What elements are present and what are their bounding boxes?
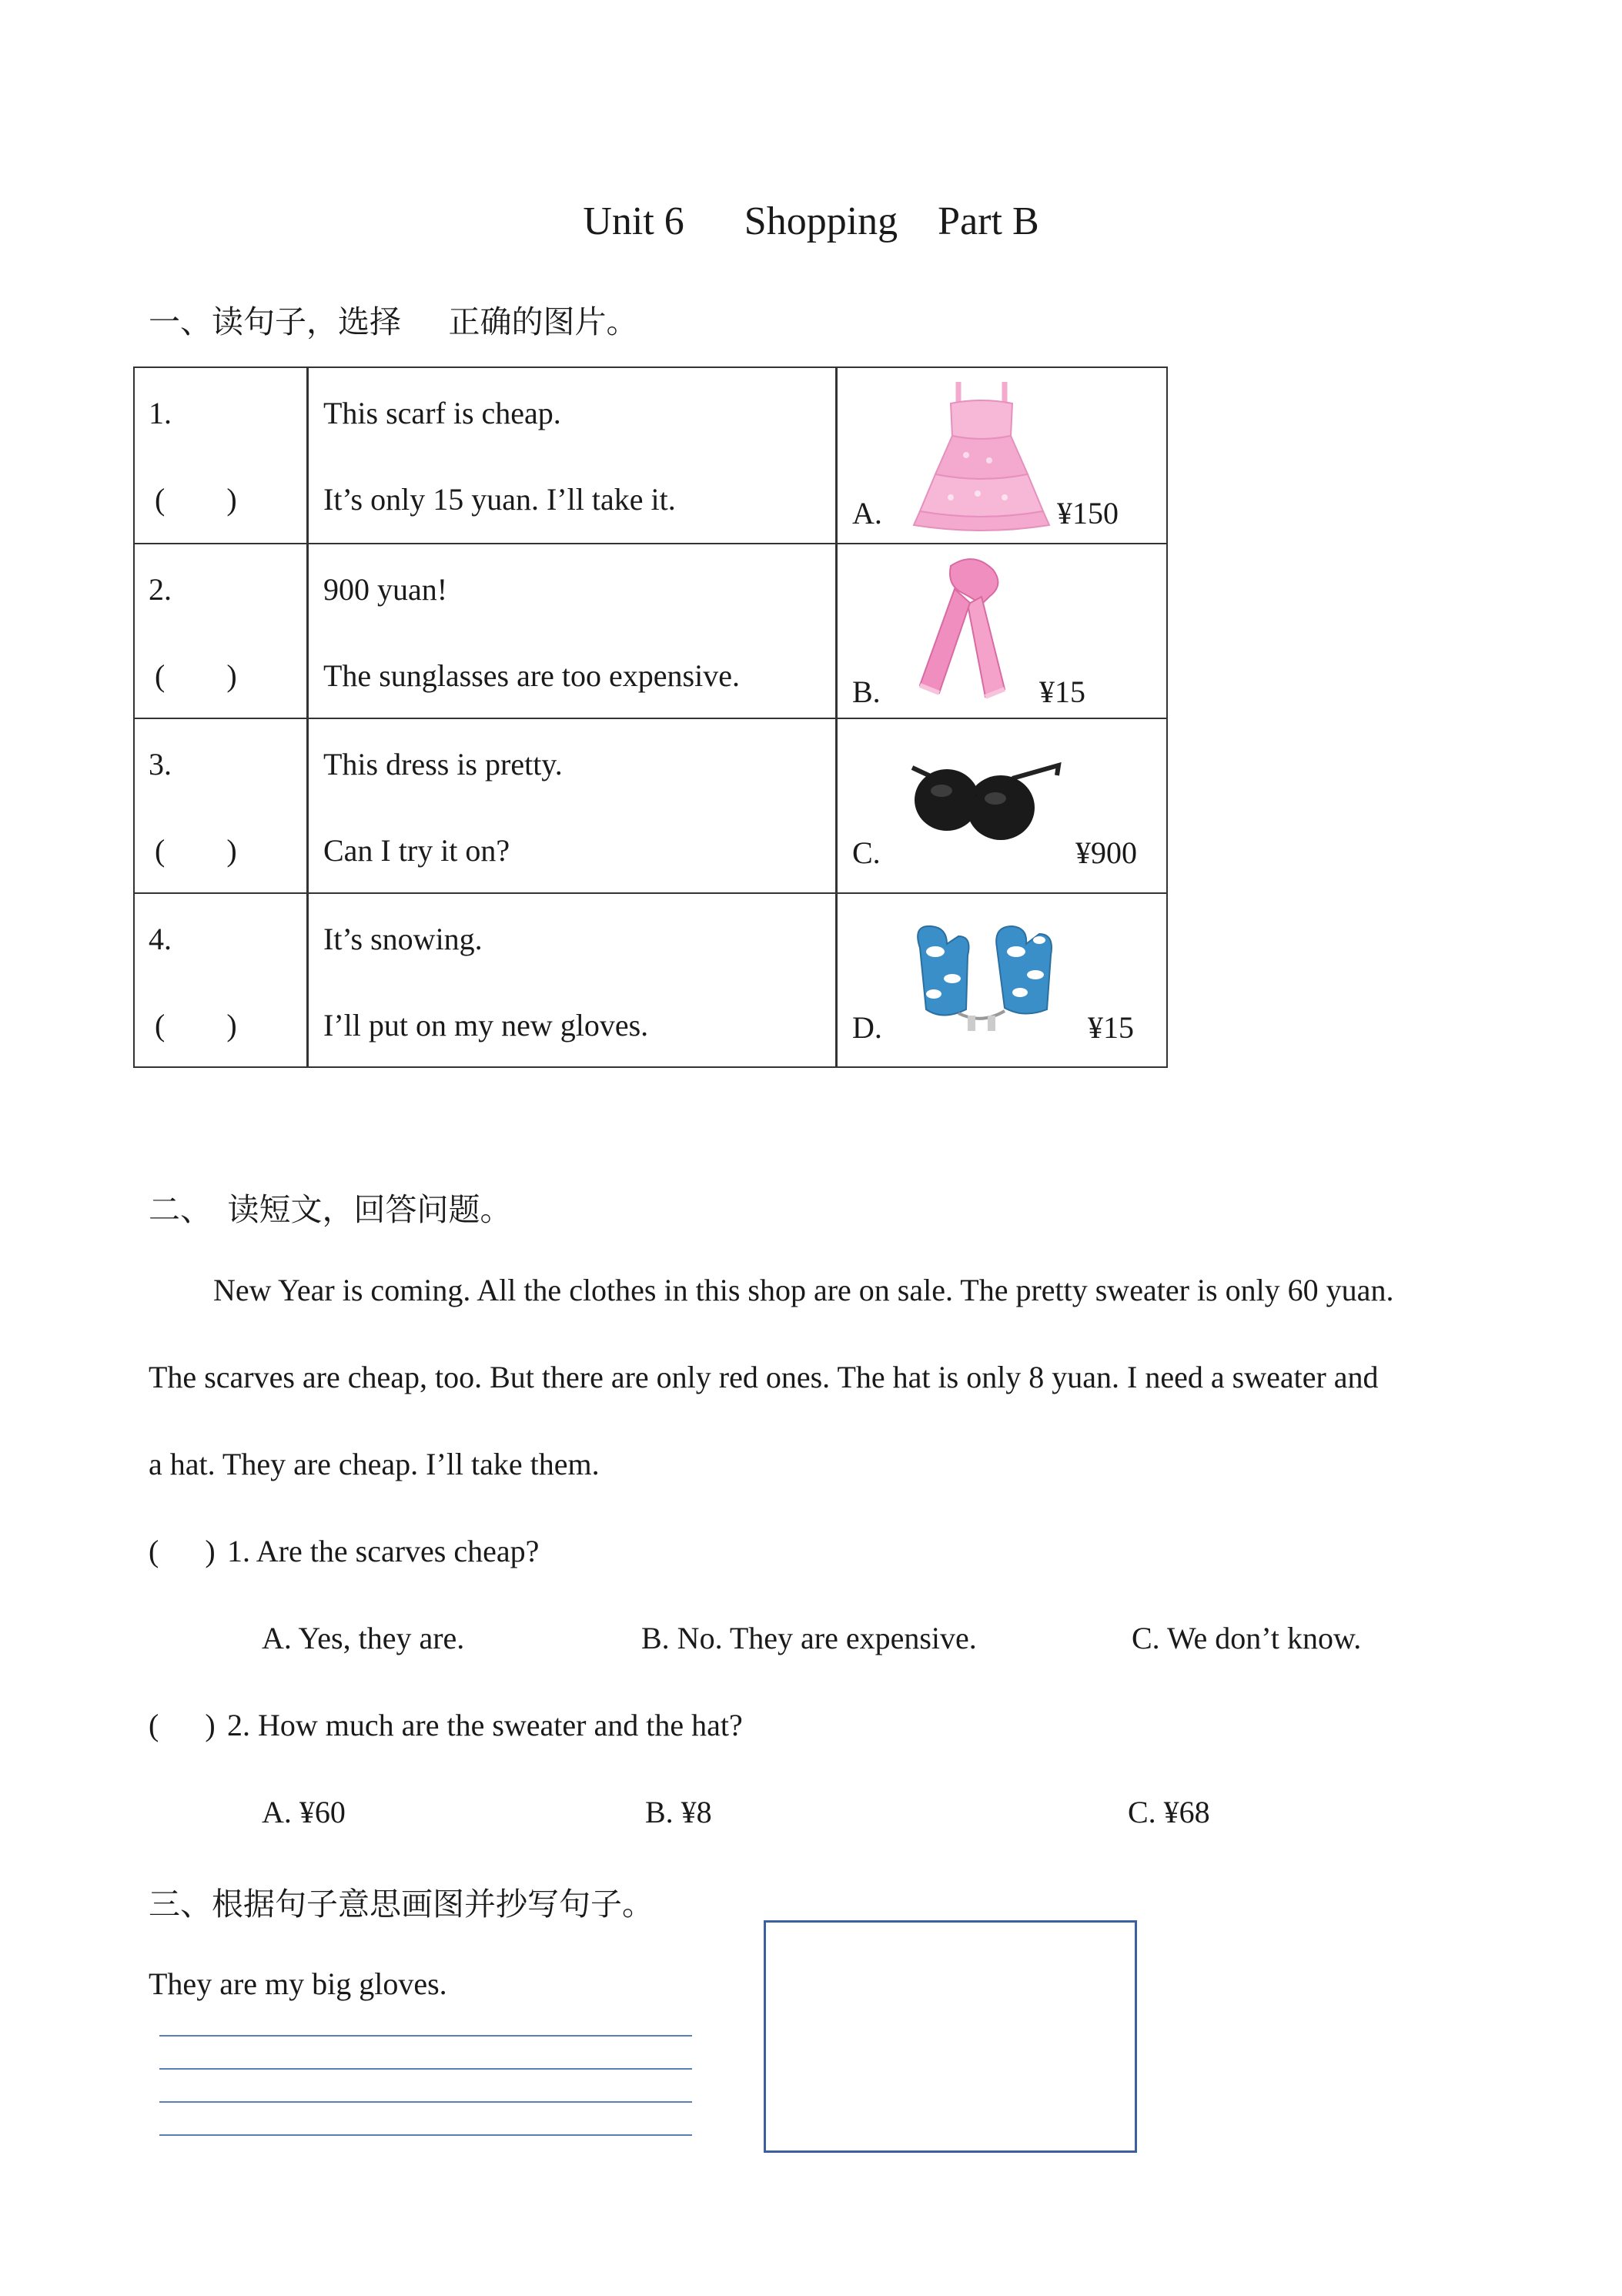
- section1-heading: 一、读句子，选择 正确的图片。: [149, 304, 638, 340]
- price-label: ¥15: [1039, 674, 1085, 709]
- sunglasses-image: [905, 754, 1066, 854]
- section3-heading: 三、根据句子意思画图并抄写句子。: [149, 1886, 654, 1922]
- answer-bracket[interactable]: ( ): [155, 833, 237, 868]
- price-label: ¥150: [1057, 496, 1119, 530]
- writing-line[interactable]: [159, 2035, 692, 2037]
- scarf-image: [905, 551, 1028, 705]
- dress-image: [905, 374, 1058, 532]
- option-label: B.: [852, 674, 881, 709]
- price-label: ¥15: [1088, 1010, 1134, 1045]
- q1-option-c[interactable]: C. We don’t know.: [1132, 1621, 1362, 1655]
- q1-text: 1. Are the scarves cheap?: [227, 1534, 540, 1568]
- sentence-line1: This scarf is cheap.: [323, 396, 561, 430]
- drawing-box[interactable]: [764, 1920, 1137, 2153]
- sentence-line2: Can I try it on?: [323, 833, 510, 868]
- sentence-line2: I’ll put on my new gloves.: [323, 1008, 649, 1043]
- answer-bracket[interactable]: ( ): [155, 482, 237, 517]
- passage-line-2: The scarves are cheap, too. But there are only red ones. The hat is only 8 yuan. I need a sweater and: [149, 1360, 1379, 1394]
- sentence-line1: This dress is pretty.: [323, 747, 563, 782]
- passage-line-3: a hat. They are cheap. I’ll take them.: [149, 1447, 600, 1481]
- q1-option-b[interactable]: B. No. They are expensive.: [641, 1621, 977, 1655]
- row-number: 3.: [149, 747, 172, 782]
- row-number: 4.: [149, 922, 172, 956]
- q2-option-a[interactable]: A. ¥60: [262, 1795, 346, 1829]
- option-label: D.: [852, 1010, 882, 1045]
- section2-heading: 二、 读短文，回答问题。: [149, 1192, 512, 1227]
- q1-bracket[interactable]: ( ): [149, 1534, 216, 1568]
- q2-option-c[interactable]: C. ¥68: [1128, 1795, 1210, 1829]
- page-title: Unit 6 Shopping Part B: [583, 199, 1039, 243]
- gloves-image: [905, 917, 1089, 1040]
- q2-option-b[interactable]: B. ¥8: [645, 1795, 712, 1829]
- sentence-line2: The sunglasses are too expensive.: [323, 658, 740, 693]
- table-row: [135, 543, 1166, 718]
- option-label: A.: [852, 496, 882, 530]
- answer-bracket[interactable]: ( ): [155, 1008, 237, 1043]
- writing-line[interactable]: [159, 2134, 692, 2136]
- sentence-line2: It’s only 15 yuan. I’ll take it.: [323, 482, 676, 517]
- copy-sentence: They are my big gloves.: [149, 1966, 447, 2001]
- sentence-line1: 900 yuan!: [323, 572, 448, 607]
- answer-bracket[interactable]: ( ): [155, 658, 237, 693]
- row-number: 1.: [149, 396, 172, 430]
- sentence-line1: It’s snowing.: [323, 922, 483, 956]
- table-row: [135, 368, 1166, 543]
- row-number: 2.: [149, 572, 172, 607]
- writing-line[interactable]: [159, 2101, 692, 2103]
- price-label: ¥900: [1075, 835, 1137, 870]
- table-row: [135, 892, 1166, 1066]
- q2-bracket[interactable]: ( ): [149, 1708, 216, 1742]
- q2-text: 2. How much are the sweater and the hat?: [227, 1708, 743, 1742]
- passage-line-1: New Year is coming. All the clothes in this shop are on sale. The pretty sweater is only 60 yuan.: [213, 1273, 1394, 1307]
- table-row: [135, 718, 1166, 892]
- writing-line[interactable]: [159, 2068, 692, 2070]
- q1-option-a[interactable]: A. Yes, they are.: [262, 1621, 465, 1655]
- matching-table: [133, 366, 1168, 1068]
- option-label: C.: [852, 835, 881, 870]
